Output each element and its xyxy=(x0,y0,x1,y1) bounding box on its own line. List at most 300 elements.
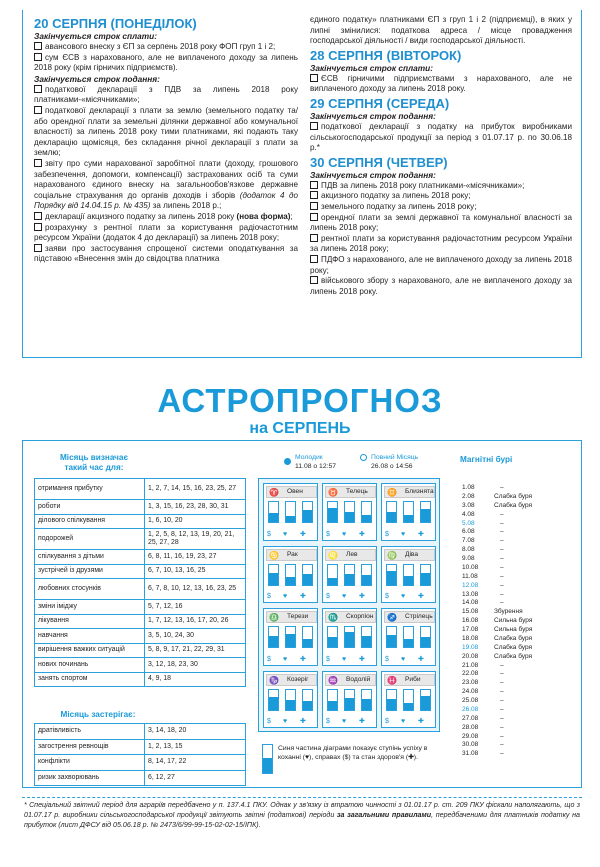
storm-date: 2.08 xyxy=(462,492,475,500)
heart-icon: ♥ xyxy=(401,530,406,538)
zodiac-cell xyxy=(381,546,436,604)
activity-cell: загострення ревнощів xyxy=(35,739,145,755)
money-icon: $ xyxy=(326,530,330,538)
bar-fill xyxy=(362,575,371,585)
zodiac-love-bar xyxy=(403,689,414,711)
date-heading-aug29: 29 СЕРПНЯ (СЕРЕДА) xyxy=(310,95,450,111)
zodiac-legend-icons xyxy=(385,656,439,664)
zodiac-cell xyxy=(322,546,377,604)
zodiac-legend-icons xyxy=(385,531,439,539)
zodiac-name: Лев xyxy=(346,550,358,558)
checkbox[interactable] xyxy=(34,106,42,114)
days-cell: 3, 12, 18, 23, 30 xyxy=(145,658,246,673)
zodiac-name: Стрілець xyxy=(405,613,433,620)
zodiac-header xyxy=(384,674,435,686)
days-cell: 6, 7, 10, 13, 16, 25 xyxy=(145,564,246,579)
storm-note: – xyxy=(500,714,504,722)
storm-row xyxy=(462,484,578,493)
storm-note: – xyxy=(500,555,504,562)
zodiac-love-bar xyxy=(344,626,355,648)
checklist-item xyxy=(34,85,298,106)
astro-subtitle: на СЕРПЕНЬ xyxy=(249,420,351,437)
bar-fill xyxy=(345,698,354,710)
heart-icon: ♥ xyxy=(283,655,288,663)
storm-row xyxy=(462,537,578,546)
table-row xyxy=(35,579,246,600)
warnings-table xyxy=(34,723,246,786)
storm-row xyxy=(462,733,578,742)
money-icon: $ xyxy=(267,718,271,725)
table-row xyxy=(35,529,246,550)
bar-fill xyxy=(269,636,278,647)
money-icon: $ xyxy=(385,718,389,725)
activity-cell: зустрічей із друзями xyxy=(35,564,145,579)
storm-note: – xyxy=(500,705,504,713)
zodiac-sign-icon: ♈ xyxy=(269,488,279,497)
checkbox[interactable] xyxy=(310,234,318,242)
days-cell: 3, 14, 18, 20 xyxy=(145,724,246,740)
zodiac-name: Діва xyxy=(405,550,419,558)
zodiac-name: Близнята xyxy=(405,488,434,495)
bar-fill xyxy=(362,699,371,710)
table-row xyxy=(35,643,246,658)
storm-date: 30.08 xyxy=(462,741,479,749)
checkbox[interactable] xyxy=(310,122,318,130)
aug28-subheading: Закінчується строк сплати: xyxy=(310,62,434,73)
health-icon: ✚ xyxy=(300,530,306,538)
item-text: сум ЄСВ з нарахованого, але не виплаченого доходу за липень 2018 року (крім гірничих підприємств). xyxy=(34,52,298,73)
bar-fill xyxy=(421,696,430,710)
bar-fill xyxy=(328,578,337,585)
zodiac-career-bar xyxy=(386,501,397,523)
item-text: ПДВ за липень 2018 року платниками-«місячниками»; xyxy=(321,180,525,190)
storm-note: – xyxy=(500,563,504,571)
storm-note: – xyxy=(500,679,504,687)
table-row xyxy=(35,672,246,687)
zodiac-legend-icons xyxy=(267,718,321,726)
zodiac-sign-icon: ♓ xyxy=(387,675,397,685)
bar-fill xyxy=(345,512,354,522)
storm-date: 9.08 xyxy=(462,555,475,562)
activity-cell: роботи xyxy=(35,500,145,515)
storm-date: 6.08 xyxy=(462,528,475,536)
storm-note: – xyxy=(500,581,504,589)
storm-note: – xyxy=(500,590,504,598)
footnote-divider xyxy=(22,797,582,798)
zodiac-name: Водолій xyxy=(346,675,371,683)
checklist-item xyxy=(310,202,572,213)
storm-row xyxy=(462,679,578,688)
heart-icon: ♥ xyxy=(401,655,406,663)
favorable-heading: Місяць визначає такий час для: xyxy=(59,453,129,472)
item-text: земельного податку за липень 2018 року; xyxy=(321,201,477,211)
checkbox[interactable] xyxy=(34,53,42,61)
storm-note: – xyxy=(500,732,504,740)
storm-note: – xyxy=(500,510,504,518)
days-cell: 1, 6, 10, 20 xyxy=(145,514,246,529)
storm-row xyxy=(462,697,578,706)
checkbox[interactable] xyxy=(34,85,42,93)
storm-row xyxy=(462,688,578,697)
storm-note: Слабка буря xyxy=(494,643,533,651)
storm-note: – xyxy=(500,572,504,580)
zodiac-love-bar xyxy=(285,689,296,711)
storm-date: 3.08 xyxy=(462,501,475,509)
storm-date: 15.08 xyxy=(462,608,479,616)
zodiac-legend-icons xyxy=(326,531,380,539)
zodiac-cell xyxy=(381,483,436,541)
activity-cell: нових починань xyxy=(35,658,145,673)
storm-note: – xyxy=(500,670,504,678)
zodiac-career-bar xyxy=(327,689,338,711)
activity-cell: зміни іміджу xyxy=(35,600,145,615)
zodiac-name: Рак xyxy=(287,550,298,558)
storm-row xyxy=(462,644,578,653)
zodiac-legend-icons xyxy=(326,656,380,664)
zodiac-header xyxy=(325,486,376,498)
checklist-item xyxy=(310,181,572,192)
storm-row xyxy=(462,706,578,715)
heart-icon: ♥ xyxy=(401,718,406,725)
storm-row xyxy=(462,715,578,724)
storm-row xyxy=(462,608,578,617)
activity-cell: ризик захворювань xyxy=(35,770,145,786)
storm-date: 10.08 xyxy=(462,563,479,571)
storm-note: Збурення xyxy=(494,608,523,616)
heart-icon: ♥ xyxy=(342,593,347,600)
activity-cell: отримання прибутку xyxy=(35,479,145,500)
table-row xyxy=(35,755,246,771)
money-icon: $ xyxy=(326,593,330,600)
zodiac-name: Терези xyxy=(287,613,309,620)
checkbox[interactable] xyxy=(34,42,42,50)
zodiac-health-bar xyxy=(420,564,431,586)
zodiac-career-bar xyxy=(327,564,338,586)
zodiac-health-bar xyxy=(361,626,372,648)
item-text: акцизного податку за липень 2018 року; xyxy=(321,191,471,201)
storm-date: 26.08 xyxy=(462,705,479,713)
activity-cell: занять спортом xyxy=(35,672,145,687)
zodiac-name: Телець xyxy=(346,488,368,495)
storm-note: – xyxy=(500,528,504,536)
storm-row xyxy=(462,599,578,608)
item-bold: (нова форма) xyxy=(236,211,291,221)
table-row xyxy=(35,724,246,740)
zodiac-header xyxy=(325,674,376,686)
full-moon-icon xyxy=(360,454,367,461)
date-heading-aug20: 20 СЕРПНЯ (ПОНЕДІЛОК) xyxy=(34,16,197,31)
days-cell: 6, 12, 27 xyxy=(145,770,246,786)
storm-row xyxy=(462,591,578,600)
bar-fill xyxy=(362,515,371,522)
checkbox[interactable] xyxy=(310,255,318,263)
favorable-table xyxy=(34,478,246,687)
zodiac-cell xyxy=(322,608,377,666)
zodiac-career-bar xyxy=(386,689,397,711)
storm-row xyxy=(462,582,578,591)
days-cell: 3, 5, 10, 24, 30 xyxy=(145,629,246,644)
storm-note: – xyxy=(500,661,504,669)
money-icon: $ xyxy=(267,593,271,600)
item-text: декларації акцизного податку за липень 2018 року xyxy=(45,211,237,221)
storm-row xyxy=(462,493,578,502)
storm-row xyxy=(462,502,578,511)
full-moon xyxy=(360,453,440,471)
checklist-item xyxy=(310,234,572,255)
storm-note: Сильна буря xyxy=(494,626,533,633)
zodiac-health-bar xyxy=(302,626,313,648)
storm-row xyxy=(462,750,578,759)
zodiac-header xyxy=(266,486,317,498)
zodiac-name: Козеріг xyxy=(287,675,309,683)
zodiac-love-bar xyxy=(403,501,414,523)
legend-text: Синя частина діаграми показує ступінь успіху в коханні (♥), справах ($) та стан здоров'я (✚). xyxy=(278,745,428,762)
zodiac-header xyxy=(325,549,376,561)
zodiac-career-bar xyxy=(327,626,338,648)
storm-row xyxy=(462,520,578,529)
zodiac-health-bar xyxy=(302,564,313,586)
footnote-bold: за загальними правилами xyxy=(336,811,432,820)
health-icon: ✚ xyxy=(418,718,424,725)
storm-note: Сильна буря xyxy=(494,617,533,625)
checklist-item xyxy=(34,212,298,223)
heart-icon: ♥ xyxy=(283,718,288,725)
bar-fill xyxy=(404,515,413,522)
checkbox[interactable] xyxy=(310,202,318,210)
zodiac-love-bar xyxy=(285,626,296,648)
storm-row xyxy=(462,724,578,733)
aug30-subheading: Закінчується строк подання: xyxy=(310,169,436,180)
health-icon: ✚ xyxy=(418,530,424,538)
zodiac-health-bar xyxy=(302,689,313,711)
bar-fill xyxy=(286,516,295,522)
right-column xyxy=(310,15,572,297)
continuation-text: єдиного податку» платниками ЄП з груп 1 і 2 (підприємці), в яких у липні змінилися: податкова адреса / місце провадження господарської діяльності / види господарської діяльності. xyxy=(310,15,572,46)
storm-list xyxy=(462,484,578,759)
checklist-item xyxy=(34,223,298,244)
storm-date: 5.08 xyxy=(462,519,475,527)
item-tail: за липень 2018 р.; xyxy=(150,201,222,211)
bar-fill xyxy=(362,636,371,647)
bar-fill xyxy=(421,509,430,522)
storm-note: – xyxy=(500,723,504,731)
storm-row xyxy=(462,555,578,564)
table-row xyxy=(35,770,246,786)
storm-note: – xyxy=(500,741,504,749)
full-moon-label: Повний Місяць xyxy=(371,454,419,461)
checkbox[interactable] xyxy=(310,276,318,284)
zodiac-legend-icons xyxy=(326,593,380,601)
days-cell: 1, 2, 13, 15 xyxy=(145,739,246,755)
storm-note: – xyxy=(500,750,504,758)
health-icon: ✚ xyxy=(359,530,365,538)
storm-date: 4.08 xyxy=(462,510,475,518)
zodiac-header xyxy=(384,549,435,561)
storm-row xyxy=(462,546,578,555)
zodiac-health-bar xyxy=(302,501,313,523)
money-icon: $ xyxy=(267,530,271,538)
footnote-part2: , передбаченими для платників податку на прибуток (лист ДФСУ від 05.06.18 р. № 2473/6/99-99-15-02-02-15/ІПК). xyxy=(24,811,580,830)
activity-cell: ділового спілкування xyxy=(35,514,145,529)
storm-row xyxy=(462,670,578,679)
filing-list xyxy=(34,85,298,265)
heart-icon: ♥ xyxy=(283,530,288,538)
zodiac-header xyxy=(266,611,317,623)
storm-row xyxy=(462,564,578,573)
checkbox[interactable] xyxy=(310,191,318,199)
zodiac-cell xyxy=(263,546,318,604)
date-heading-aug28: 28 СЕРПНЯ (ВІВТОРОК) xyxy=(310,47,462,63)
checkbox[interactable] xyxy=(34,244,42,252)
storm-note: – xyxy=(500,697,504,704)
bar-fill xyxy=(286,634,295,647)
table-row xyxy=(35,658,246,673)
zodiac-legend-icons xyxy=(326,718,380,726)
storm-row xyxy=(462,741,578,750)
item-text: військового збору з нарахованого, але не виплаченого доходу за липень 2018 року. xyxy=(310,276,572,296)
bar-fill xyxy=(303,701,312,710)
storm-note: – xyxy=(500,599,504,607)
zodiac-love-bar xyxy=(403,564,414,586)
zodiac-legend-icons xyxy=(267,531,321,539)
table-row xyxy=(35,564,246,579)
bar-fill xyxy=(387,699,396,710)
bar-fill xyxy=(328,508,337,522)
zodiac-name: Скорпіон xyxy=(346,613,374,620)
zodiac-legend-icons xyxy=(385,593,439,601)
bar-fill xyxy=(345,574,354,585)
zodiac-love-bar xyxy=(285,501,296,523)
zodiac-header xyxy=(384,486,435,498)
storm-date: 23.08 xyxy=(462,679,479,687)
zodiac-career-bar xyxy=(268,501,279,523)
bar-fill xyxy=(404,703,413,710)
storm-row xyxy=(462,573,578,582)
checklist-item xyxy=(34,159,298,212)
table-row xyxy=(35,500,246,515)
storm-date: 13.08 xyxy=(462,590,479,598)
money-icon: $ xyxy=(385,655,389,663)
zodiac-love-bar xyxy=(344,564,355,586)
aug29-subheading: Закінчується строк подання: xyxy=(310,110,436,121)
storm-row xyxy=(462,662,578,671)
footnote-part1: * Спеціальний звітний період для аграріїв передбачено у п. 137.4.1 ПКУ. Однак у зв'язку із втратою чинності з 01.01.17 р. ст. 209 ПКУ фіскали наполягають, що з 01.07.17 р. виробники сільськогосподарської продукції звітують звітні (податкові) періоди xyxy=(24,801,580,820)
activity-cell: лікування xyxy=(35,614,145,629)
money-icon: $ xyxy=(385,593,389,600)
heart-icon: ♥ xyxy=(342,530,347,538)
zodiac-sign-icon: ♊ xyxy=(387,488,397,497)
zodiac-cell xyxy=(263,608,318,666)
bar-fill xyxy=(328,701,337,710)
storm-note: Слабка буря xyxy=(494,501,533,509)
bar-fill xyxy=(269,697,278,710)
zodiac-career-bar xyxy=(327,501,338,523)
activity-cell: подорожей xyxy=(35,529,145,550)
storm-date: 1.08 xyxy=(462,484,475,491)
checklist-item xyxy=(34,53,298,74)
astro-title: АСТРОПРОГНОЗ xyxy=(157,382,443,419)
days-cell: 8, 14, 17, 22 xyxy=(145,755,246,771)
storm-date: 12.08 xyxy=(462,581,479,589)
storm-row xyxy=(462,617,578,626)
checklist-item xyxy=(310,191,572,202)
storm-date: 19.08 xyxy=(462,643,479,651)
zodiac-love-bar xyxy=(403,626,414,648)
date-heading-aug30: 30 СЕРПНЯ (ЧЕТВЕР) xyxy=(310,154,448,170)
storm-row xyxy=(462,528,578,537)
aug28-list xyxy=(310,74,572,95)
zodiac-cell xyxy=(263,483,318,541)
item-text: розрахунку з рентної плати за користування радіочастотним ресурсом України (додаток 4 до декларації) за липень 2018 року; xyxy=(34,222,298,243)
checkbox[interactable] xyxy=(34,223,42,231)
table-row xyxy=(35,739,246,755)
zodiac-legend-icons xyxy=(267,656,321,664)
checkbox[interactable] xyxy=(34,212,42,220)
zodiac-sign-icon: ♐ xyxy=(387,613,397,622)
item-text: ЄСВ гірничими підприємствами з нарахованого, але не виплаченого доходу за липень 2018 року. xyxy=(310,73,572,94)
days-cell: 6, 8, 11, 16, 19, 23, 27 xyxy=(145,550,246,565)
zodiac-love-bar xyxy=(285,564,296,586)
bar-fill xyxy=(286,577,295,585)
activity-cell: вирішення важких ситуацій xyxy=(35,643,145,658)
item-text: рентної плати за користування радіочастотним ресурсом України за липень 2018 року; xyxy=(310,233,572,254)
checkbox[interactable] xyxy=(310,213,318,221)
storm-date: 27.08 xyxy=(462,714,479,722)
checkbox[interactable] xyxy=(310,74,318,82)
zodiac-health-bar xyxy=(420,626,431,648)
zodiac-name: Овен xyxy=(287,488,303,495)
zodiac-name: Риби xyxy=(405,675,421,683)
days-cell: 6, 7, 8, 10, 12, 13, 16, 23, 25 xyxy=(145,579,246,600)
storm-note: – xyxy=(500,546,504,554)
new-moon xyxy=(284,453,354,471)
warnings-heading: Місяць застерігає: xyxy=(60,710,136,719)
storm-note: Слабка буря xyxy=(494,492,533,500)
zodiac-legend-icons xyxy=(385,718,439,726)
zodiac-cell xyxy=(322,671,377,729)
checklist-item xyxy=(310,255,572,276)
health-icon: ✚ xyxy=(418,655,424,663)
heart-icon: ♥ xyxy=(342,718,347,725)
activity-cell: любовних стосунків xyxy=(35,579,145,600)
table-row xyxy=(35,600,246,615)
storm-date: 11.08 xyxy=(462,572,478,580)
zodiac-sign-icon: ♒ xyxy=(328,675,338,685)
checklist-item xyxy=(34,106,298,159)
bar-fill xyxy=(303,510,312,522)
checkbox[interactable] xyxy=(310,181,318,189)
money-icon: $ xyxy=(326,718,330,725)
footnote xyxy=(24,800,580,831)
item-text: орендної плати за землі державної та комунальної власності за липень 2018 року; xyxy=(310,212,572,233)
zodiac-career-bar xyxy=(386,564,397,586)
storm-date: 28.08 xyxy=(462,723,479,731)
storm-row xyxy=(462,635,578,644)
heart-icon: ♥ xyxy=(283,593,288,600)
bar-fill xyxy=(328,637,337,647)
zodiac-legend-icons xyxy=(267,593,321,601)
bar-fill xyxy=(421,573,430,585)
activity-cell: спілкування з дітьми xyxy=(35,550,145,565)
checkbox[interactable] xyxy=(34,159,42,167)
health-icon: ✚ xyxy=(359,655,365,663)
days-cell: 1, 7, 12, 13, 16, 17, 20, 26 xyxy=(145,614,246,629)
storm-note: Слабка буря xyxy=(494,634,533,642)
storm-date: 25.08 xyxy=(462,697,479,704)
storm-date: 31.08 xyxy=(462,750,479,758)
storm-row xyxy=(462,511,578,520)
activity-cell: навчання xyxy=(35,629,145,644)
